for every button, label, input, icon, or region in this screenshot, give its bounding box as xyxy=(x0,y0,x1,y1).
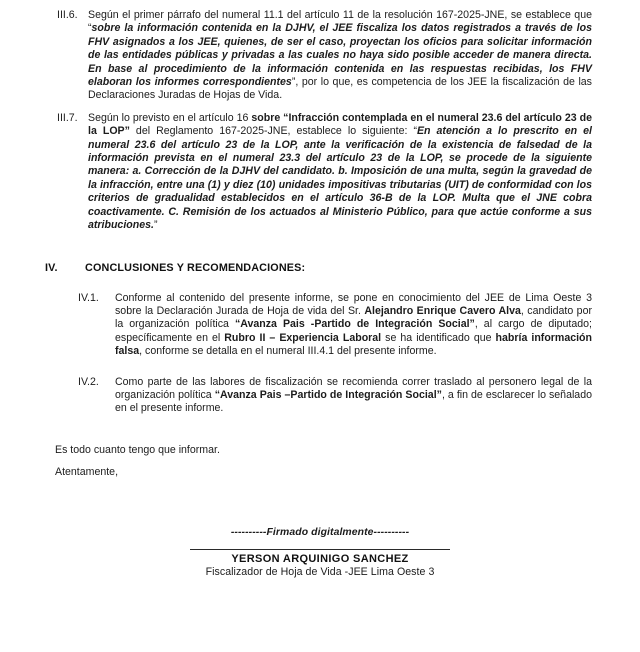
spacer-before-signature xyxy=(0,480,640,527)
clause-body xyxy=(78,376,592,416)
spacer-after-section-heading xyxy=(0,275,640,292)
text-run: Según el primer párrafo del numeral 11.1 del artículo 11 de la resolución 167-2025-JNE, se establece que “ xyxy=(88,9,592,35)
text-run: sobre “Infracción contemplada en el numeral 23.6 del artículo 23 de la LOP” xyxy=(88,111,592,138)
spacer-closing xyxy=(0,457,640,466)
text-run: Conforme al contenido del presente informe, se pone en conocimiento del JEE de Lima Oeste 3 sobre la Declaración Jurada de Hoja de vida del Sr. xyxy=(115,291,592,317)
clause-body xyxy=(78,292,592,359)
clause-number: III.6. xyxy=(57,9,78,21)
signatory-name: YERSON ARQUINIGO SANCHEZ xyxy=(231,552,409,565)
text-run: del Reglamento 167-2025-JNE, establece lo siguiente: “ xyxy=(129,125,417,138)
text-run: ”, por lo que, es competencia de los JEE la fiscalización de las Declaraciones Juradas de Hojas de Vida. xyxy=(88,76,592,102)
clause-iv-2 xyxy=(78,376,592,416)
clause-iii-6 xyxy=(57,9,592,103)
closing-line-atentamente: Atentamente, xyxy=(55,466,119,479)
text-run: habría información falsa xyxy=(115,331,592,358)
clause-body xyxy=(57,9,592,103)
closing-line-informar: Es todo cuanto tengo que informar. xyxy=(55,443,220,456)
clause-number: IV.2. xyxy=(78,375,99,388)
text-run: Rubro II – Experiencia Laboral xyxy=(224,331,382,344)
spacer-before-closing xyxy=(0,416,640,444)
clause-number: III.7. xyxy=(57,111,78,124)
text-run: , al cargo de diputado; específicamente en el xyxy=(115,318,592,344)
clause-iv-1 xyxy=(78,292,592,359)
signatory-role: Fiscalizador de Hoja de Vida -JEE Lima Oeste 3 xyxy=(205,565,435,578)
top-spacer xyxy=(0,0,640,9)
text-run: se ha identificado que xyxy=(381,331,496,344)
section-number: IV. xyxy=(45,261,58,274)
section-heading-conclusiones xyxy=(45,261,640,275)
text-run: , candidato por la organización política xyxy=(115,304,592,331)
text-run: Como parte de las labores de fiscalización se recomienda correr traslado al personero legal de la organización política xyxy=(115,375,592,401)
signature-block xyxy=(0,527,640,578)
text-run: sobre la información contenida en la DJHV, el JEE fiscaliza los datos registrados a través de los FHV asignados a los JEE, quienes, de ser el caso, proyectan los oficios para solicitar información de las entidades públicas y privadas a las cuales no haya sido posible acceder de manera directa. En base al procedimiento de la información contenida en las respuestas recibidas, los FHV elaboran los informes correspondientes xyxy=(88,22,592,89)
spacer-before-section-iv xyxy=(0,233,640,261)
clause-body xyxy=(57,112,592,233)
text-run: , conforme se detalla en el numeral III.4.1 del presente informe. xyxy=(139,345,437,358)
text-run: “Avanza Pais -Partido de Integración Social” xyxy=(234,318,475,331)
text-run: ” xyxy=(153,219,158,232)
digital-signature-note: ----------Firmado digitalmente---------- xyxy=(230,526,410,538)
section-title: CONCLUSIONES Y RECOMENDACIONES: xyxy=(85,261,306,274)
text-run: Según lo previsto en el artículo 16 xyxy=(88,111,252,124)
spacer-iv1-iv2 xyxy=(0,359,640,376)
spacer-signature-rule xyxy=(0,538,640,549)
clause-iii-7 xyxy=(57,112,592,233)
text-run: , a fin de esclarecer lo señalado en el presente informe. xyxy=(115,388,592,415)
spacer-iii6-iii7 xyxy=(0,103,640,112)
text-run: Alejandro Enrique Cavero Alva xyxy=(364,304,521,317)
clause-number: IV.1. xyxy=(78,291,99,304)
text-run: En atención a lo prescrito en el numeral 23.6 del artículo 23 de la LOP, ante la verificación de la existencia de falsedad de la información prevista en el numeral 23.3 del artículo 23 de la LOP, se procede de la siguiente manera: a. Corrección de la DJHV del candidato. b. Imposición de una multa, según la gravedad de la infracción, entre una (1) y diez (10) unidades impositivas tributarias (UIT) de conformidad con los criterios de gradualidad establecidos en el artículo 36-B de la LOP. Multa que el JNE cobra coactivamente. C. Remisión de los actuados al Ministerio Público, para que actúe conforme a sus atribuciones. xyxy=(88,125,592,232)
text-run: “Avanza Pais –Partido de Integración Social” xyxy=(214,388,442,401)
